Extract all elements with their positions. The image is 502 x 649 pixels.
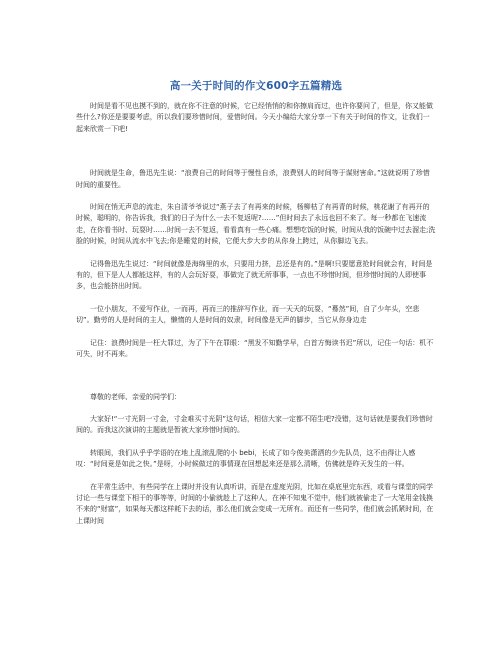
document-title: 高一关于时间的作文600字五篇精选 [169,80,343,92]
section-gap [76,146,436,168]
essay1-paragraph-5: 记住：浪费时间是一枉大罪过，为了下午在罪眼：“黑发不知勤学早，白首方悔读书迟”所以，记住一句话：机不可失，时不再来。 [76,338,434,359]
essay2-paragraph-1: 大家好!“一寸光阴一寸金，寸金难买寸光阴”这句话，相信大家一定都不陌生吧?没错，这句话就是要我们珍惜时间的。而我这次演讲的主题就是暂被大家珍惜时间的。 [76,414,433,435]
essay1-paragraph-3: 记得鲁迅先生说过：“时间就像是海绵里的水，只要用力挤，总还是有的。”是啊!只要愿意抢时间就会有，时间是有的，但下是人人都能这样，有的人会玩好耍，事做完了就无所事事，一点也不珍惜时间，但珍惜时间的人即使事多，也会能挤出时间。 [76,259,433,291]
essay1-paragraph-1: 时间就是生命，鲁迅先生说：“浪费自己的时间等于慢性自杀，浪费别人的时间等于谋财害命。”这就说明了珍惜时间的重要性。 [76,169,430,189]
essay2-paragraph-3: 在平常生活中，有些同学在上课时并没有认真听讲，而是在虚度光阴，比如在桌底里完东西，或看与课堂的同学讨论一些与课堂下相干的事等等，时间的小偷就趁上了这种人，在神不知鬼不觉中，他们就被偷走了一大笔用金钱换不来的“财富”，如果每天都这样耗下去的话，那么他们就会变成一无所有。而还有一些同学，他们就会抓紧时间，在上课时间 [76,482,434,525]
intro-paragraph: 时间是看不见也摸不到的，就在你不注意的时候，它已经悄悄的和你擦肩而过，也许你要问了，但是，你又能做些什么?你还是要要考虑，所以我们要珍惜时间，爱惜时间。今天小编给大家分享一下有关于时间的作文，让我们一起来欣赏一下吧! [76,102,433,133]
essay1-paragraph-2: 时间在悄无声息的流走，朱自清爷爷说过“燕子去了有再来的时候，杨柳枯了有再青的时候，桃花谢了有再开的时候，聪明的，你告诉我，我们的日子为什么一去不复返呢?……”但时间去了永远也回不来了。每一秒都在飞速流走，在你看书时、玩耍时……时间一去不复返，看看真有一些心痛。想想吃饭的时候，时间从我的饭碗中过去溜走;洗脸的时候，时间从流水中飞去;你是睡觉的时候，它便大步大步的从你身上跨过，从你脚边飞去。 [76,203,436,246]
section-gap [76,372,436,392]
essay1-paragraph-4: 一位小朋友，不爱写作业，一而再，再而三的推辞写作业，而一天天的玩耍，“蓦然”间，自了少年头，空悲切”。勤劳的人是时间的主人，懒惰的人是时间的奴隶，时间像是无声的脚步，当它从你身边走 [76,304,420,325]
essay2-greeting: 尊敬的老师、亲爱的同学们： [90,392,181,401]
essay2-paragraph-2: 转眼间，我们从乎乎学语的在地上乱滚乱爬的小 bebi，长成了如今俊美潇洒的少先队员，这不由得让人感叹：“时间竟是如此之快。”是呀，小时候做过的事情现在回想起来还是那么清晰，仿佛就是昨天发生的一样。 [76,448,416,469]
